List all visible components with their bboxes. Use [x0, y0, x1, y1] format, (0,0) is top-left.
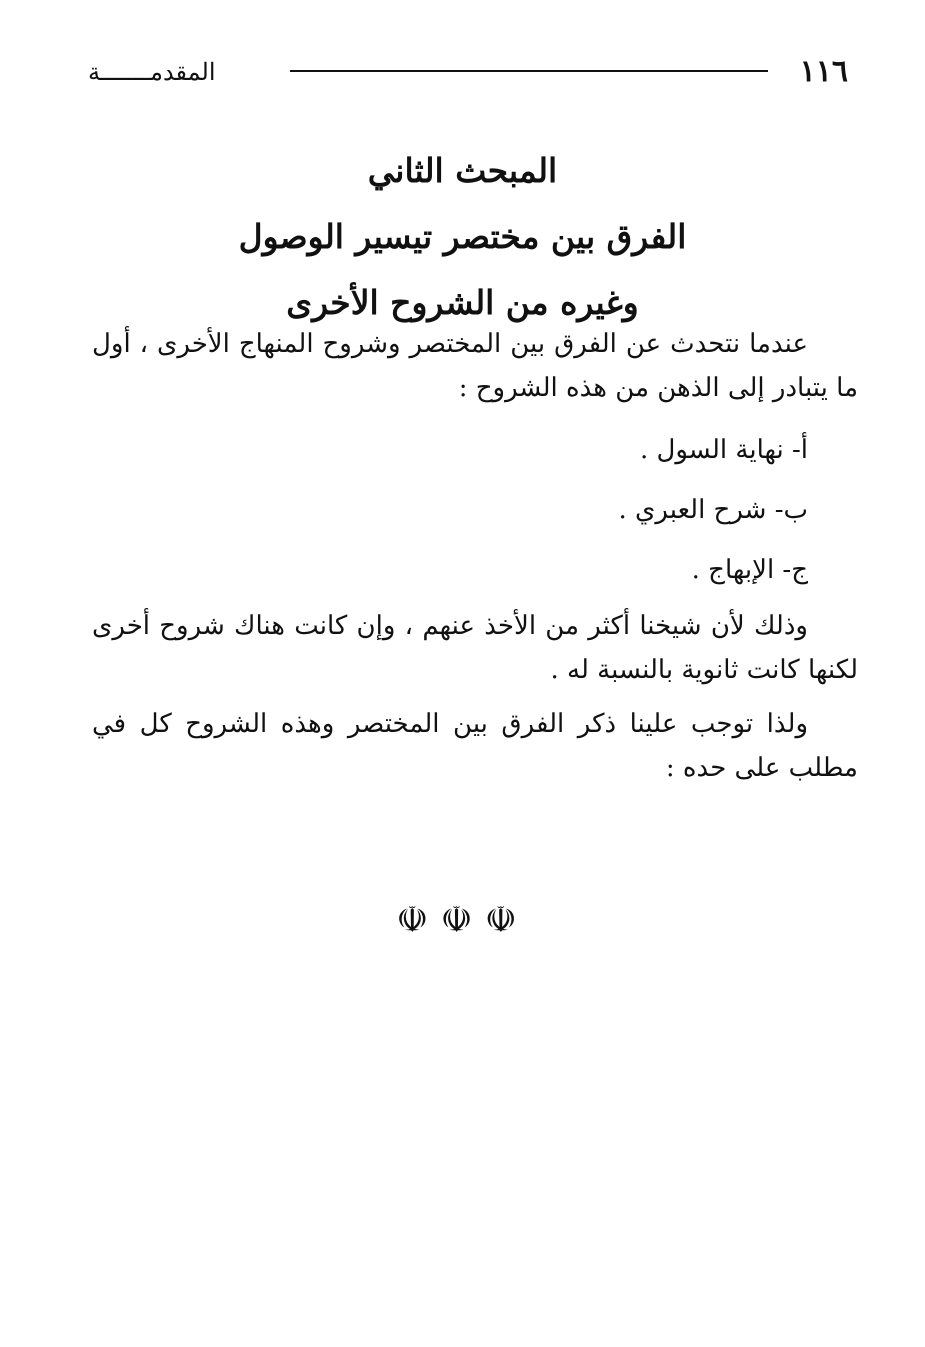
heading-line-2: الفرق بين مختصر تيسير الوصول [238, 217, 687, 256]
list-item: أ- نهاية السول . [639, 435, 808, 465]
ornament-icon: ☫☫☫ [396, 900, 529, 941]
paragraph-intro: عندما نتحدث عن الفرق بين المختصر وشروح المنهاج الأخرى ، أول ما يتبادر إلى الذهن من هذه الشروح : [92, 329, 858, 403]
commentary-list [92, 420, 858, 600]
heading-line-3: وغيره من الشروح الأخرى [286, 283, 639, 322]
list-item: ب- شرح العبري . [618, 495, 808, 525]
list-item: ج- الإبهاج . [691, 555, 808, 585]
paragraph-conclusion: ولذا توجب علينا ذكر الفرق بين المختصر وهذه الشروح كل في مطلب على حده : [92, 709, 858, 783]
running-header [88, 52, 848, 92]
body-text [92, 322, 858, 800]
running-section-title: المقدمـــــــة [88, 58, 216, 86]
heading-line-1: المبحث الثاني [367, 151, 558, 190]
header-rule [290, 70, 768, 72]
chapter-heading [0, 138, 925, 336]
page-number: ١١٦ [799, 54, 848, 89]
paragraph-reason: وذلك لأن شيخنا أكثر من الأخذ عنهم ، وإن كانت هناك شروح أخرى لكنها كانت ثانوية بالنسبة له . [92, 611, 858, 685]
